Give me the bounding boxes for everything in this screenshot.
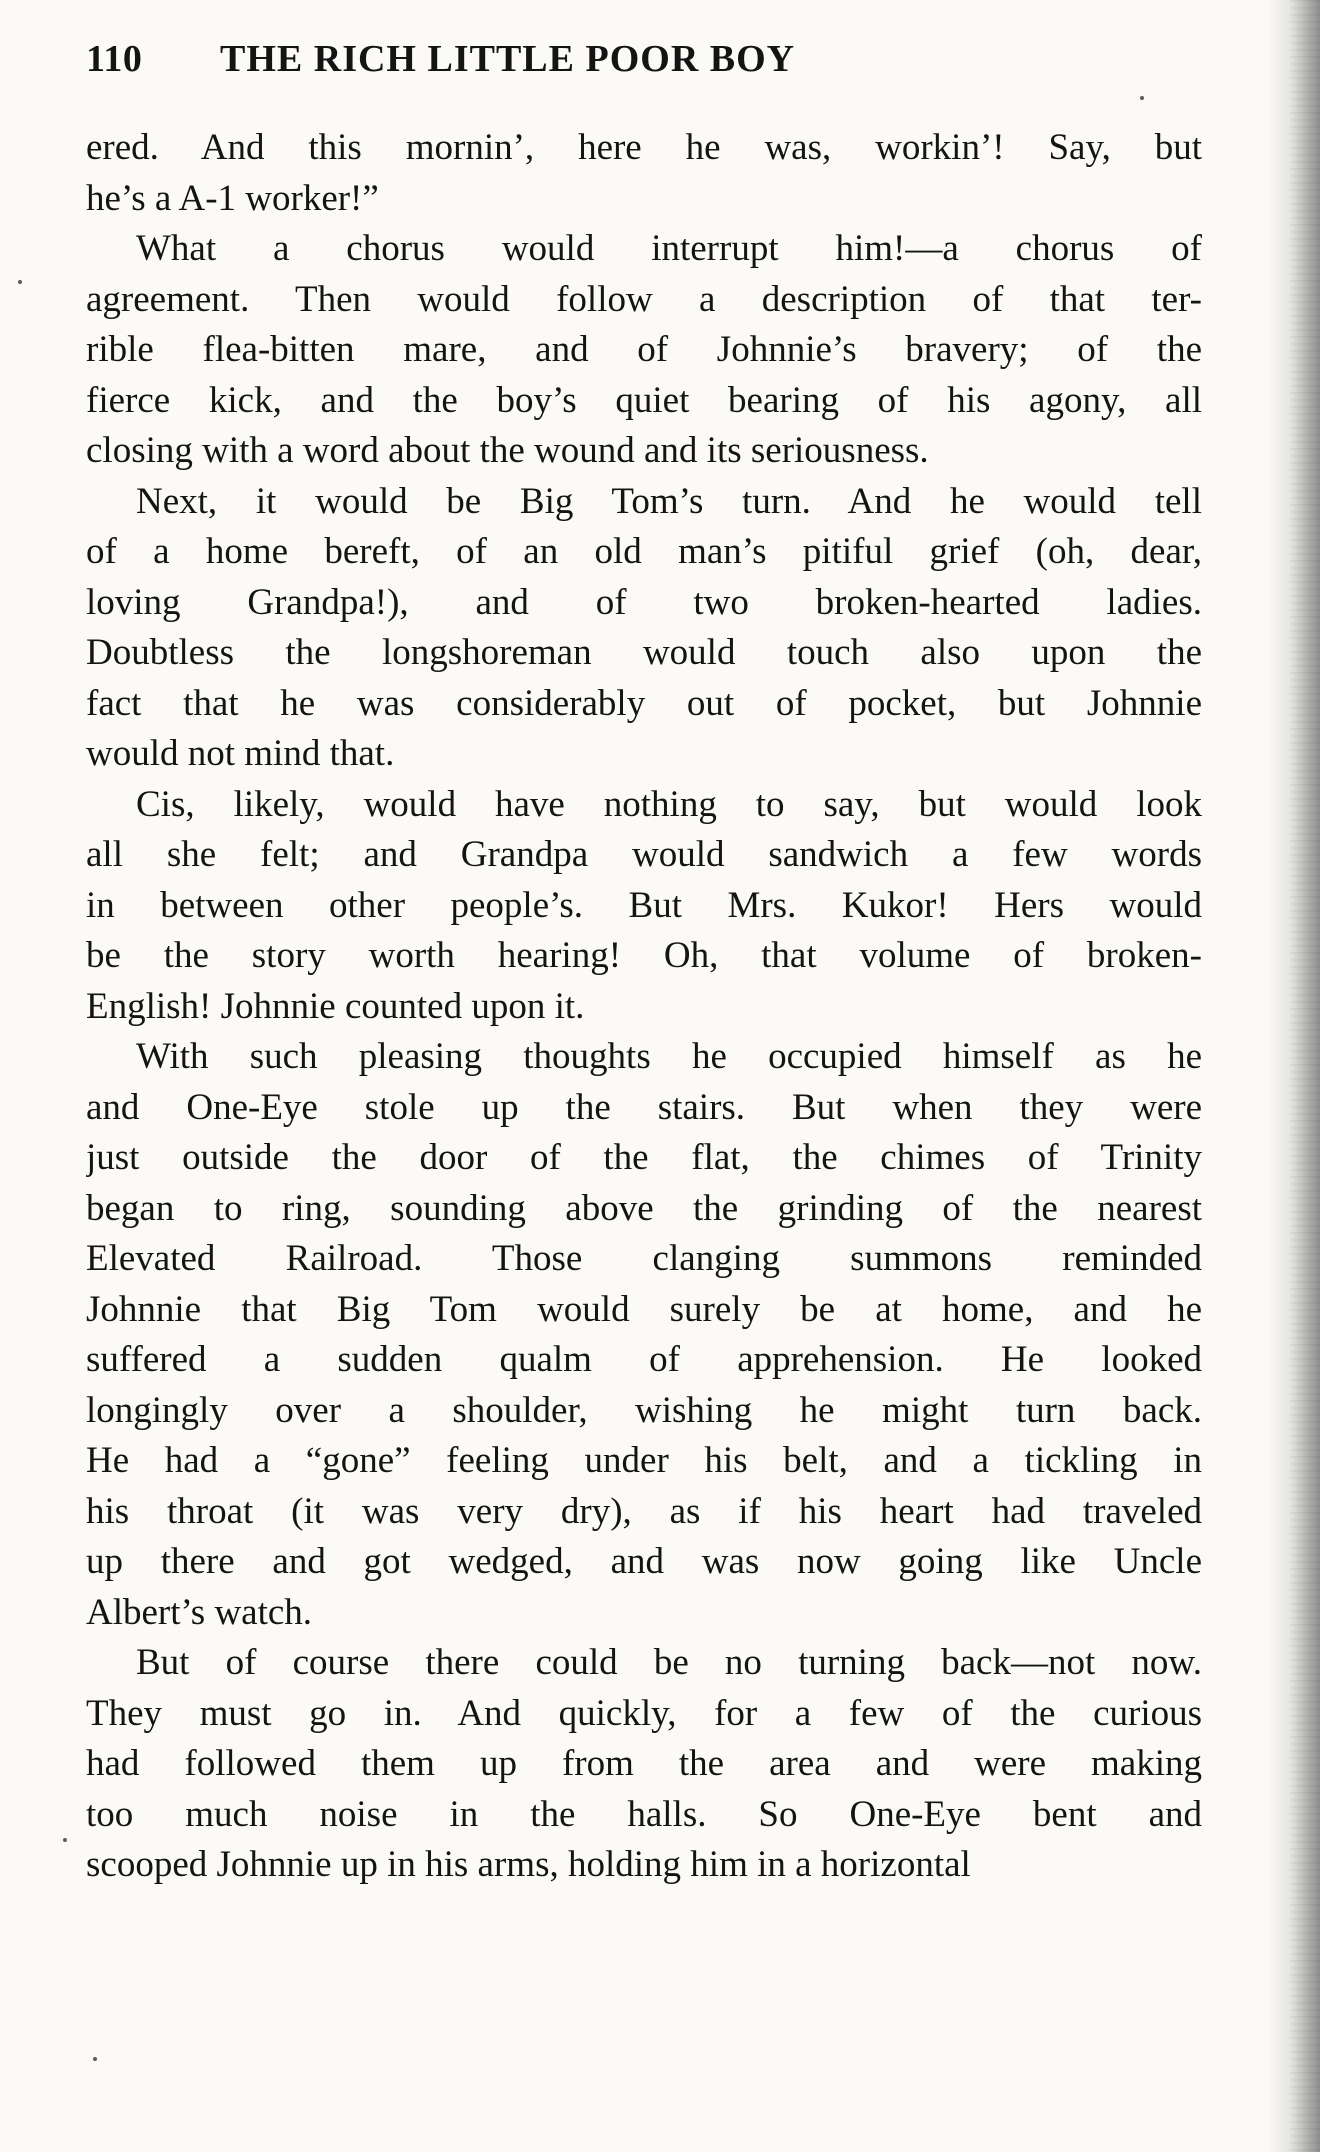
paragraph-6-line-3: had followed them up from the area and were making xyxy=(86,1743,1202,1784)
print-speck xyxy=(18,280,22,284)
paragraph-5-line-12: Albert’s watch. xyxy=(86,1591,313,1633)
print-speck xyxy=(93,2057,97,2061)
print-speck xyxy=(63,1838,67,1842)
paragraph-3-line-4: Doubtless the longshoreman would touch also upon the xyxy=(86,632,1202,673)
paragraph-2 xyxy=(86,224,1202,477)
paragraph-5-line-8: longingly over a shoulder, wishing he might turn back. xyxy=(86,1389,1202,1431)
paragraph-3-line-1: Next, it would be Big Tom’s turn. And he would tell xyxy=(136,480,1202,522)
page-text xyxy=(86,123,1202,1891)
paragraph-3-line-5: fact that he was considerably out of pocket, but Johnnie xyxy=(86,682,1202,724)
print-speck xyxy=(1140,96,1144,100)
paragraph-6-line-2: They must go in. And quickly, for a few of the curious xyxy=(86,1692,1202,1734)
paragraph-5-line-7: suffered a sudden qualm of apprehension. He looked xyxy=(86,1339,1202,1380)
paragraph-2-line-2: agreement. Then would follow a description of that ter- xyxy=(86,278,1202,320)
paragraph-5-line-10: his throat (it was very dry), as if his heart had traveled xyxy=(86,1490,1202,1532)
paragraph-1-line-1: ered. And this mornin’, here he was, workin’! Say, but xyxy=(86,127,1202,168)
paragraph-1-line-2: he’s a A-1 worker!” xyxy=(86,177,379,219)
paragraph-6-line-5: scooped Johnnie up in his arms, holding him in a horizontal xyxy=(86,1844,971,1885)
paragraph-3 xyxy=(86,477,1202,780)
paragraph-6 xyxy=(86,1638,1202,1891)
paragraph-1 xyxy=(86,123,1202,224)
paragraph-2-line-3: rible flea-bitten mare, and of Johnnie’s bravery; of the xyxy=(86,329,1202,370)
paragraph-3-line-6: would not mind that. xyxy=(86,733,395,774)
paragraph-6-line-1: But of course there could be no turning back—not now. xyxy=(136,1642,1202,1683)
paragraph-5-line-11: up there and got wedged, and was now going like Uncle xyxy=(86,1541,1202,1582)
paragraph-4-line-3: in between other people’s. But Mrs. Kukor! Hers would xyxy=(86,884,1202,926)
paragraph-4-line-5: English! Johnnie counted upon it. xyxy=(86,985,585,1027)
paragraph-3-line-2: of a home bereft, of an old man’s pitiful grief (oh, dear, xyxy=(86,531,1202,572)
paragraph-4-line-4: be the story worth hearing! Oh, that volume of broken- xyxy=(86,935,1202,976)
paragraph-4-line-2: all she felt; and Grandpa would sandwich a few words xyxy=(86,834,1202,875)
paragraph-4 xyxy=(86,780,1202,1033)
paragraph-2-line-4: fierce kick, and the boy’s quiet bearing of his agony, all xyxy=(86,379,1202,421)
paragraph-3-line-3: loving Grandpa!), and of two broken-hearted ladies. xyxy=(86,581,1202,623)
page-header xyxy=(86,40,1246,88)
paragraph-5-line-4: began to ring, sounding above the grinding of the nearest xyxy=(86,1187,1202,1229)
paragraph-2-line-1: What a chorus would interrupt him!—a chorus of xyxy=(136,228,1202,269)
paragraph-5 xyxy=(86,1032,1202,1638)
paragraph-5-line-2: and One-Eye stole up the stairs. But when they were xyxy=(86,1086,1202,1128)
paragraph-6-line-4: too much noise in the halls. So One-Eye bent and xyxy=(86,1793,1202,1835)
paragraph-5-line-6: Johnnie that Big Tom would surely be at home, and he xyxy=(86,1288,1202,1330)
paragraph-4-line-1: Cis, likely, would have nothing to say, but would look xyxy=(136,783,1202,825)
paragraph-5-line-1: With such pleasing thoughts he occupied himself as he xyxy=(136,1036,1202,1077)
paragraph-5-line-9: He had a “gone” feeling under his belt, and a tickling in xyxy=(86,1440,1202,1481)
running-title: THE RICH LITTLE POOR BOY xyxy=(220,38,796,80)
page-edge-shadow xyxy=(1290,0,1320,2152)
paragraph-5-line-3: just outside the door of the flat, the chimes of Trinity xyxy=(86,1137,1202,1178)
page-number: 110 xyxy=(86,38,143,80)
paragraph-2-line-5: closing with a word about the wound and its seriousness. xyxy=(86,430,929,471)
paragraph-5-line-5: Elevated Railroad. Those clanging summons reminded xyxy=(86,1238,1202,1279)
